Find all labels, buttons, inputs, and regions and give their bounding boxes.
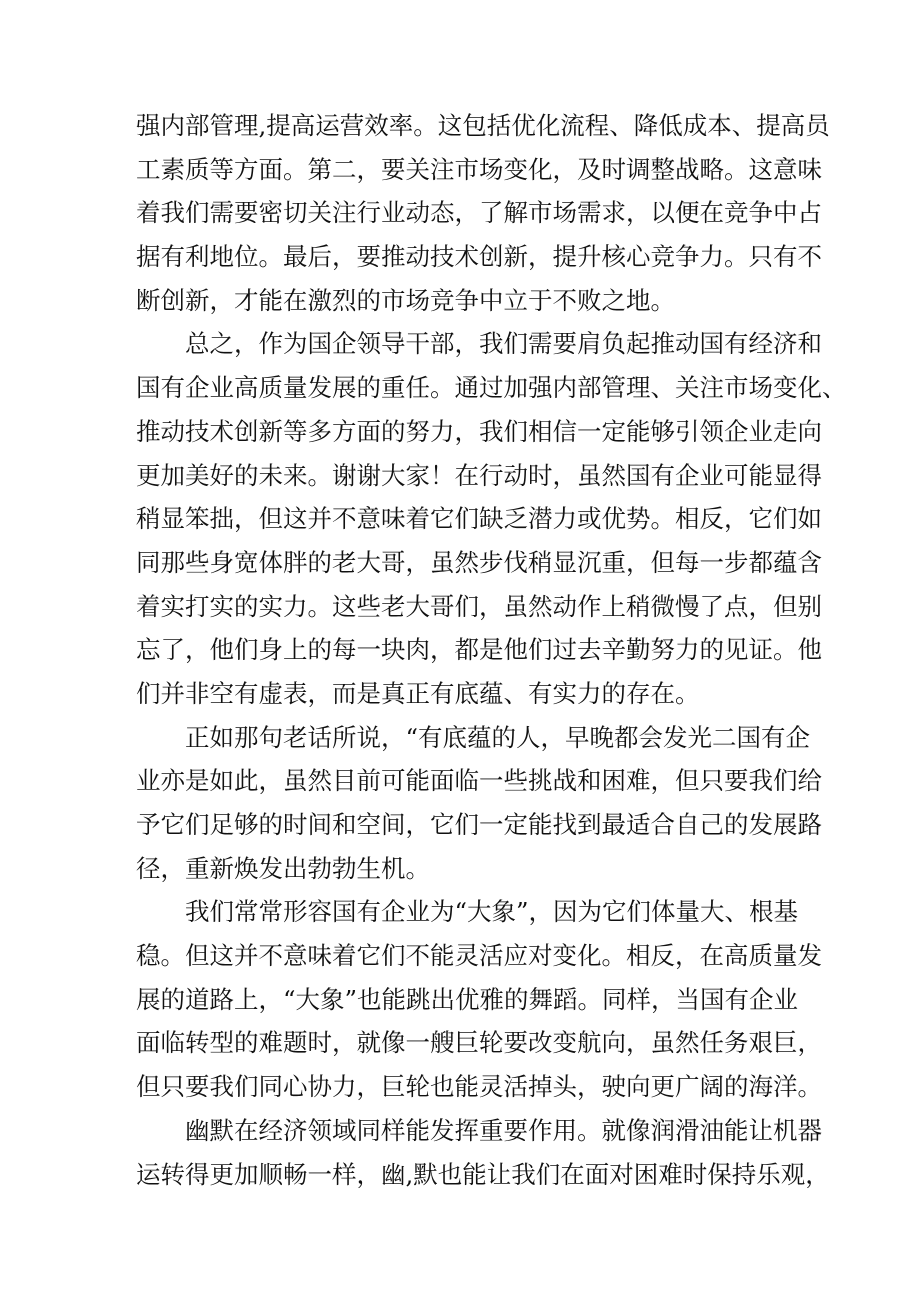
paragraph-1-line-1: 强内部管理,提高运营效率。这包括优化流程、降低成本、提高员 [136, 111, 830, 140]
paragraph-2-line-8: 忘了，他们身上的每一块肉，都是他们过去辛勤努力的见证。他 [136, 635, 822, 665]
paragraph-3-line-3: 予它们足够的时间和空间，它们一定能找到最适合自己的发展路 [136, 810, 822, 839]
paragraph-2-line-4: 更加美好的未来。谢谢大家！在行动时，虽然国有企业可能显得 [136, 460, 822, 490]
paragraph-3-line-1: 正如那句老话所说，“有底蕴的人，早晚都会发光二国有企 [185, 722, 811, 752]
paragraph-2-line-1: 总之，作为国企领导干部，我们需要肩负起推动国有经济和 [185, 329, 822, 359]
paragraph-4-line-3: 展的道路上，“大象”也能跳出优雅的舞蹈。同样，当国有企业 [136, 984, 799, 1014]
paragraph-3-line-2: 业亦是如此，虽然目前可能面临一些挑战和困难，但只要我们给 [136, 766, 822, 796]
paragraph-2-line-7: 着实打实的实力。这些老大哥们，虽然动作上稍微慢了点，但别 [136, 591, 822, 621]
paragraph-2-line-3: 推动技术创新等多方面的努力，我们相信一定能够引领企业走向 [136, 416, 822, 446]
paragraph-5-line-1: 幽默在经济领域同样能发挥重要作用。就像润滑油能让机器 [185, 1115, 822, 1145]
paragraph-1-line-4: 据有利地位。最后，要推动技术创新，提升核心竞争力。只有不 [136, 242, 822, 272]
document-body [136, 104, 847, 1196]
paragraph-1-line-3: 着我们需要密切关注行业动态，了解市场需求，以便在竞争中占 [136, 198, 822, 228]
paragraph-4-line-5: 但只要我们同心协力，巨轮也能灵活掉头，驶向更广阔的海洋。 [136, 1072, 822, 1102]
paragraph-2-line-2: 国有企业高质量发展的重任。通过加强内部管理、关注市场变化、 [136, 373, 847, 403]
paragraph-4-line-1: 我们常常形容国有企业为“大象”，因为它们体量大、根基 [185, 897, 799, 927]
paragraph-1-line-5: 断创新，才能在激烈的市场竞争中立于不败之地。 [136, 285, 675, 315]
paragraph-4-line-2: 稳。但这并不意味着它们不能灵活应对变化。相反，在高质量发 [136, 941, 822, 971]
paragraph-4-line-4: 面临转型的难题时，就像一艘巨轮要改变航向，虽然任务艰巨， [136, 1028, 822, 1058]
paragraph-2-line-9: 们并非空有虚表，而是真正有底蕴、有实力的存在。 [136, 678, 700, 708]
paragraph-2-line-5: 稍显笨拙，但这并不意味着它们缺乏潜力或优势。相反，它们如 [136, 504, 822, 534]
paragraph-5-line-2: 运转得更加顺畅一样，幽,默也能让我们在面对困难时保持乐观， [136, 1159, 830, 1189]
paragraph-3-line-4: 径，重新焕发出勃勃生机。 [136, 853, 430, 883]
paragraph-2-line-6: 同那些身宽体胖的老大哥，虽然步伐稍显沉重，但每一步都蕴含 [136, 547, 822, 577]
paragraph-1-line-2: 工素质等方面。第二，要关注市场变化，及时调整战略。这意味 [136, 154, 822, 184]
